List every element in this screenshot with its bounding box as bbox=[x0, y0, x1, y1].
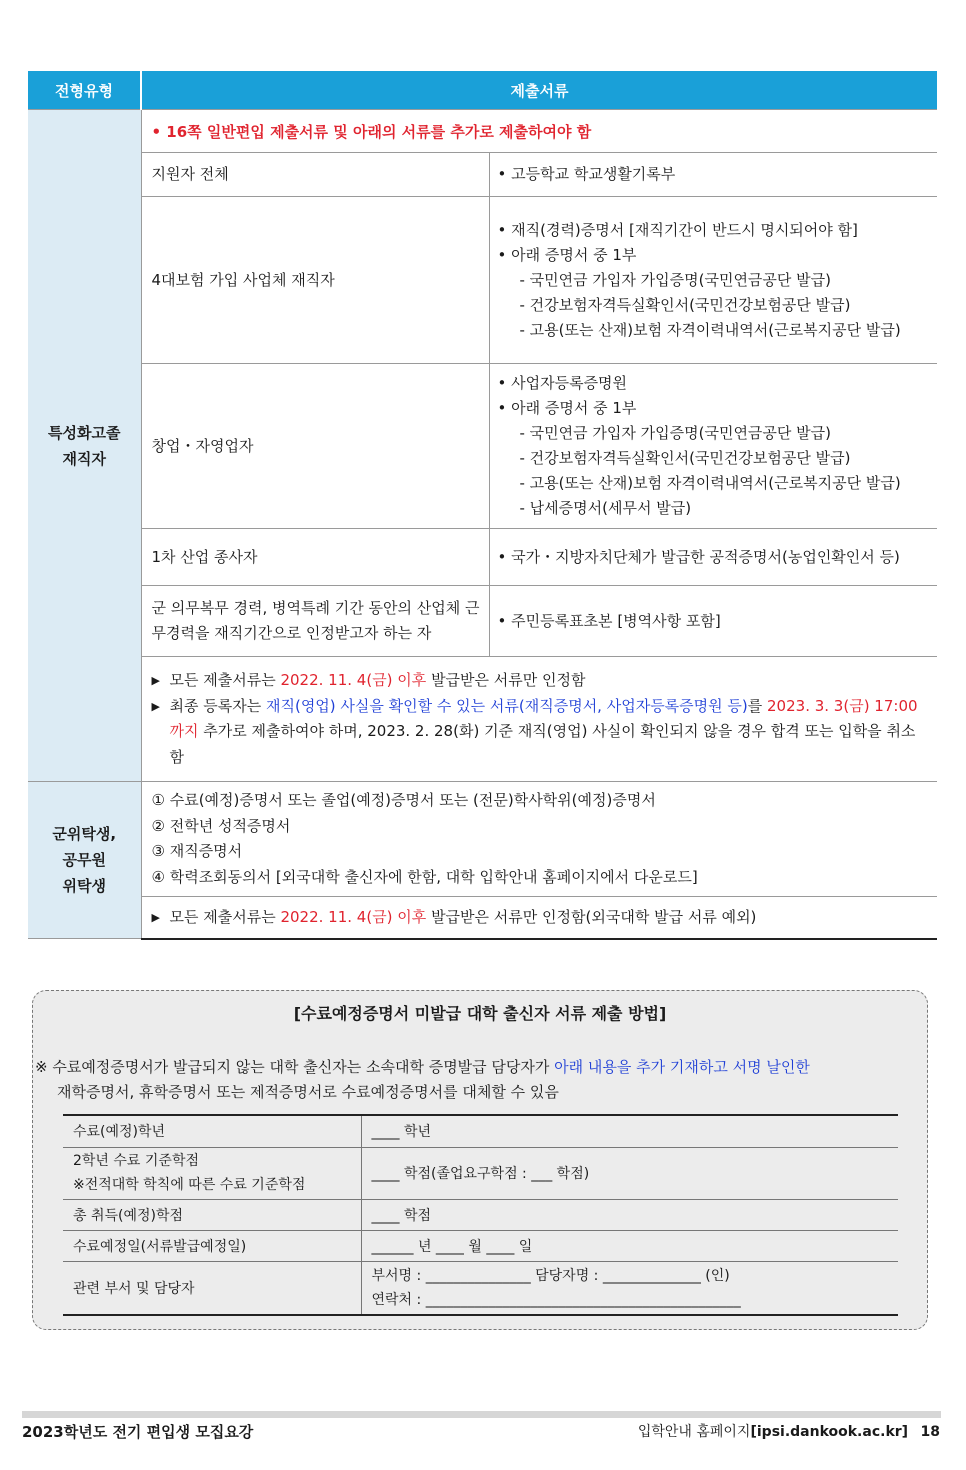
docs-cell: • 재직(경력)증명서 [재직기간이 반드시 명시되어야 함] • 아래 증명서 중 1부 - 국민연금 가입자 가입증명(국민연금공단 발급) - 건강보험자격득실확인서(국민건강보험공단 발급) - 고용(또는 산재)보험 자격이력내역서(근로복지공단 발급) bbox=[489, 197, 937, 364]
box-note: ※ 수료예정증명서가 발급되지 않는 대학 출신자는 소속대학 증명발급 담당자가 아래 내용을 추가 기재하고 서명 날인한 재학증명서, 휴학증명서 또는 제적증명서로 수료예정증명서를 대체할 수 있음 bbox=[35, 1058, 810, 1101]
docs-cell: • 고등학교 학교생활기록부 bbox=[489, 153, 937, 197]
condition-cell: 4대보험 가입 사업체 재직자 bbox=[141, 197, 489, 364]
triangle-bullet-icon: ▶ bbox=[151, 699, 160, 713]
header-docs: 제출서류 bbox=[141, 71, 937, 110]
type-special-hs: 특성화고졸 재직자 bbox=[28, 110, 141, 782]
documents-table bbox=[28, 71, 937, 940]
condition-cell: 1차 산업 종사자 bbox=[141, 529, 489, 586]
table-header-row bbox=[28, 71, 937, 110]
box-table: 수료(예정)학년 ____ 학년 2학년 수료 기준학점 ※전적대학 학칙에 따른 수료 기준학점 ____ 학점(졸업요구학점 : ___ 학점) 총 취득(예정)학점 ____ 학점 수료예정일(서류발급예정일) ______ 년 ____ 월 ____ 일 관련 부서 및 담당자 부서명 : _______________ 담당자명 : ______________ (인) 연락처 : _____________________________________________ bbox=[63, 1114, 898, 1316]
section2-items: ① 수료(예정)증명서 또는 졸업(예정)증명서 또는 (전문)학사학위(예정)증명서 ② 전학년 성적증명서 ③ 재직증명서 ④ 학력조회동의서 [외국대학 출신자에 한함, 대학 입학안내 홈페이지에서 다운로드] bbox=[141, 782, 937, 897]
red-notice: • 16쪽 일반편입 제출서류 및 아래의 서류를 추가로 제출하여야 함 bbox=[141, 110, 937, 153]
footer-bar bbox=[22, 1411, 941, 1418]
footer-right: 입학안내 홈페이지[ipsi.dankook.ac.kr] 18 bbox=[637, 1424, 940, 1440]
condition-cell: 군 의무복무 경력, 병역특례 기간 동안의 산업체 근무경력을 재직기간으로 인정받고자 하는 자 bbox=[141, 586, 489, 657]
section2-note: ▶ 모든 제출서류는 2022. 11. 4(금) 이후 발급받은 서류만 인정함(외국대학 발급 서류 예외) bbox=[141, 897, 937, 939]
footer-title: 2023학년도 전기 편입생 모집요강 bbox=[22, 1423, 254, 1441]
box-title: [수료예정증명서 미발급 대학 출신자 서류 제출 방법] bbox=[293, 1004, 667, 1023]
uncompleted-cert-box bbox=[32, 990, 928, 1330]
condition-cell: 창업・자영업자 bbox=[141, 364, 489, 529]
triangle-bullet-icon: ▶ bbox=[151, 674, 160, 687]
docs-cell: • 사업자등록증명원 • 아래 증명서 중 1부 - 국민연금 가입자 가입증명(국민연금공단 발급) - 건강보험자격득실확인서(국민건강보험공단 발급) - 고용(또는 산재)보험 자격이력내역서(근로복지공단 발급) - 납세증명서(세무서 발급) bbox=[489, 364, 937, 529]
header-type: 전형유형 bbox=[28, 71, 141, 110]
page-number: 18 bbox=[920, 1424, 940, 1440]
footer-url[interactable]: [ipsi.dankook.ac.kr] bbox=[750, 1424, 909, 1440]
triangle-bullet-icon: ▶ bbox=[151, 910, 160, 924]
section1-notes: ▶ 모든 제출서류는 2022. 11. 4(금) 이후 발급받은 서류만 인정함 ▶ 최종 등록자는 재직(영업) 사실을 확인할 수 있는 서류(재직증명서, 사업자등록증명원 등)를 2023. 3. 3(금) 17:00까지 추가로 제출하여야 하며, 2023. 2. 28(화) 기준 재직(영업) 사실이 확인되지 않을 경우 합격 또는 입학을 취소함 bbox=[141, 657, 937, 782]
condition-cell: 지원자 전체 bbox=[141, 153, 489, 197]
type-commission: 군위탁생, 공무원 위탁생 bbox=[28, 782, 141, 939]
docs-cell: • 주민등록표초본 [병역사항 포함] bbox=[489, 586, 937, 657]
docs-cell: • 국가・지방자치단체가 발급한 공적증명서(농업인확인서 등) bbox=[489, 529, 937, 586]
